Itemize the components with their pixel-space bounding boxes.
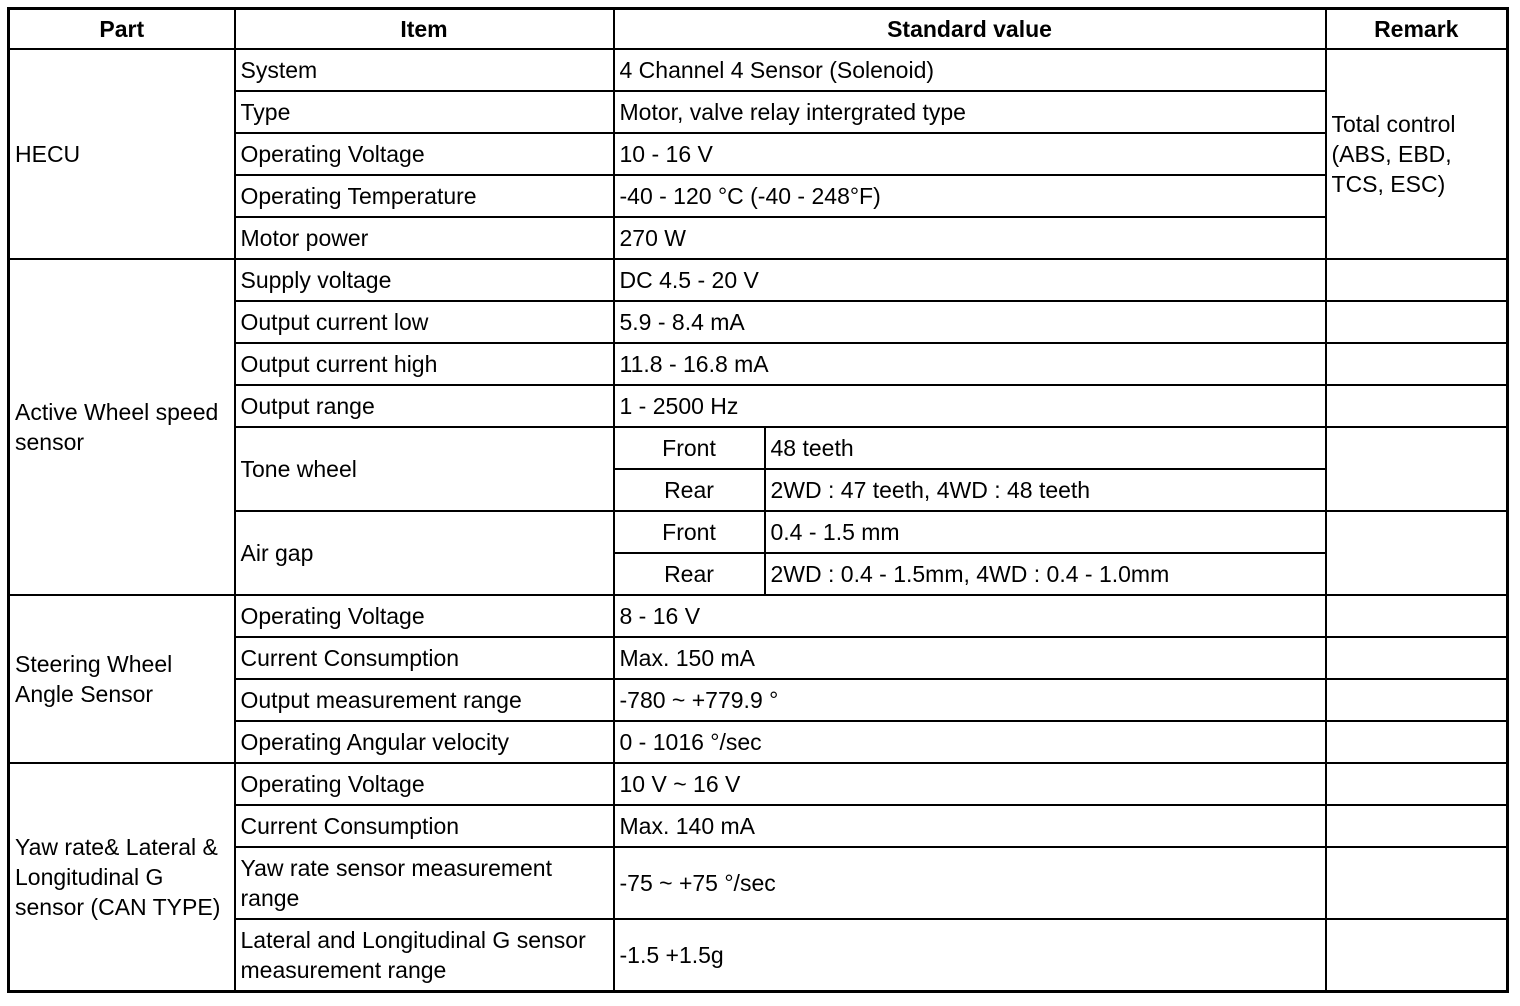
sub-label-front: Front — [614, 427, 765, 469]
sub-label-rear: Rear — [614, 553, 765, 595]
remark-cell — [1326, 847, 1508, 919]
remark-hecu: Total control (ABS, EBD, TCS, ESC) — [1326, 49, 1508, 259]
remark-cell — [1326, 343, 1508, 385]
item-cell: Type — [235, 91, 614, 133]
value-cell: Motor, valve relay intergrated type — [614, 91, 1326, 133]
remark-cell — [1326, 679, 1508, 721]
table-row — [9, 49, 1508, 91]
value-cell: 11.8 - 16.8 mA — [614, 343, 1326, 385]
header-remark: Remark — [1326, 9, 1508, 50]
item-cell: Current Consumption — [235, 637, 614, 679]
part-wheel-sensor: Active Wheel speed sensor — [9, 259, 235, 595]
value-cell: -40 - 120 °C (-40 - 248°F) — [614, 175, 1326, 217]
item-cell: Lateral and Longitudinal G sensor measurement range — [235, 919, 614, 992]
table-row — [9, 763, 1508, 805]
value-cell: 48 teeth — [765, 427, 1326, 469]
remark-cell — [1326, 595, 1508, 637]
header-row — [9, 9, 1508, 50]
header-standard-value: Standard value — [614, 9, 1326, 50]
item-air-gap: Air gap — [235, 511, 614, 595]
item-cell: Output range — [235, 385, 614, 427]
value-cell: 0 - 1016 °/sec — [614, 721, 1326, 763]
item-cell: Output measurement range — [235, 679, 614, 721]
table-row — [9, 595, 1508, 637]
remark-cell — [1326, 511, 1508, 595]
item-cell: System — [235, 49, 614, 91]
part-hecu: HECU — [9, 49, 235, 259]
remark-cell — [1326, 919, 1508, 992]
item-cell: Motor power — [235, 217, 614, 259]
specification-table — [7, 7, 1509, 993]
value-cell: 4 Channel 4 Sensor (Solenoid) — [614, 49, 1326, 91]
remark-cell — [1326, 805, 1508, 847]
remark-cell — [1326, 427, 1508, 511]
item-cell: Operating Voltage — [235, 133, 614, 175]
item-tone-wheel: Tone wheel — [235, 427, 614, 511]
value-cell: Max. 140 mA — [614, 805, 1326, 847]
value-cell: 270 W — [614, 217, 1326, 259]
header-item: Item — [235, 9, 614, 50]
sub-label-front: Front — [614, 511, 765, 553]
value-cell: 2WD : 0.4 - 1.5mm, 4WD : 0.4 - 1.0mm — [765, 553, 1326, 595]
item-cell: Output current low — [235, 301, 614, 343]
table-row — [9, 259, 1508, 301]
header-part: Part — [9, 9, 235, 50]
value-cell: 5.9 - 8.4 mA — [614, 301, 1326, 343]
item-cell: Output current high — [235, 343, 614, 385]
remark-cell — [1326, 301, 1508, 343]
item-cell: Operating Temperature — [235, 175, 614, 217]
item-cell: Yaw rate sensor measurement range — [235, 847, 614, 919]
value-cell: 1 - 2500 Hz — [614, 385, 1326, 427]
item-cell: Operating Voltage — [235, 763, 614, 805]
item-cell: Operating Voltage — [235, 595, 614, 637]
spec-table-container — [7, 7, 1509, 993]
remark-cell — [1326, 259, 1508, 301]
part-yaw-sensor: Yaw rate& Lateral & Longitudinal G sensor (CAN TYPE) — [9, 763, 235, 992]
item-cell: Supply voltage — [235, 259, 614, 301]
part-steering-sensor: Steering Wheel Angle Sensor — [9, 595, 235, 763]
value-cell: 10 - 16 V — [614, 133, 1326, 175]
value-cell: 10 V ~ 16 V — [614, 763, 1326, 805]
value-cell: 2WD : 47 teeth, 4WD : 48 teeth — [765, 469, 1326, 511]
remark-cell — [1326, 721, 1508, 763]
value-cell: -1.5 +1.5g — [614, 919, 1326, 992]
value-cell: DC 4.5 - 20 V — [614, 259, 1326, 301]
value-cell: -780 ~ +779.9 ° — [614, 679, 1326, 721]
value-cell: 8 - 16 V — [614, 595, 1326, 637]
item-cell: Operating Angular velocity — [235, 721, 614, 763]
remark-cell — [1326, 637, 1508, 679]
value-cell: Max. 150 mA — [614, 637, 1326, 679]
remark-cell — [1326, 385, 1508, 427]
remark-cell — [1326, 763, 1508, 805]
value-cell: 0.4 - 1.5 mm — [765, 511, 1326, 553]
item-cell: Current Consumption — [235, 805, 614, 847]
sub-label-rear: Rear — [614, 469, 765, 511]
value-cell: -75 ~ +75 °/sec — [614, 847, 1326, 919]
